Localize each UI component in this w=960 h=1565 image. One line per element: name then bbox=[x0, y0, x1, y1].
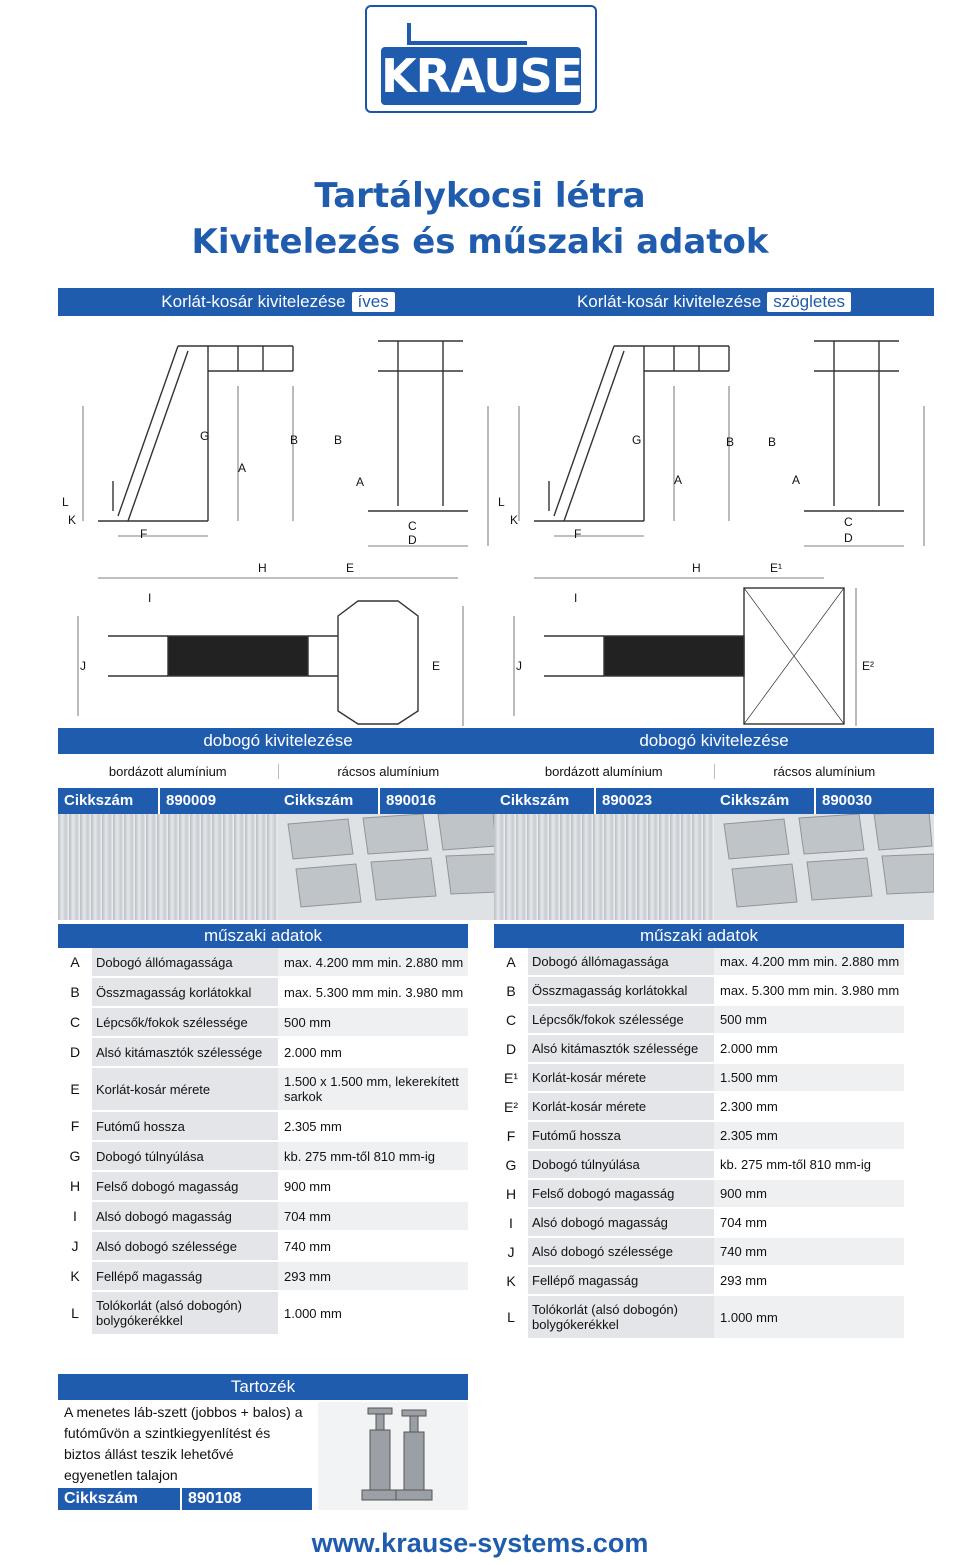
spec-key: H bbox=[69, 1178, 81, 1194]
code-label: Cikkszám bbox=[58, 788, 158, 814]
spec-value: 293 mm bbox=[714, 1267, 904, 1294]
dim-E-top: E² bbox=[862, 659, 874, 673]
dim-A2: A bbox=[356, 475, 365, 489]
code-label: Cikkszám bbox=[278, 788, 378, 814]
spec-row bbox=[494, 1093, 904, 1122]
dim-G: G bbox=[200, 429, 210, 443]
spec-value: 704 mm bbox=[278, 1202, 468, 1230]
material-grating: rácsos alumínium bbox=[337, 763, 440, 779]
spec-row bbox=[494, 1296, 904, 1340]
dim-L: L bbox=[498, 495, 505, 509]
spec-value: 2.305 mm bbox=[714, 1122, 904, 1149]
spec-value: 1.500 x 1.500 mm, lekerekített sarkok bbox=[278, 1068, 468, 1110]
spec-row bbox=[494, 1209, 904, 1238]
dim-B2: B bbox=[334, 433, 343, 447]
panel-header bbox=[58, 288, 498, 316]
spec-row bbox=[58, 1232, 468, 1262]
band-label: Korlát-kosár kivitelezése bbox=[161, 292, 346, 311]
spec-name: Korlát-kosár mérete bbox=[528, 1064, 714, 1091]
spec-name: Alsó kitámasztók szélessége bbox=[92, 1038, 278, 1066]
spec-row bbox=[494, 1238, 904, 1267]
accessory-description: A menetes láb-szett (jobbos + balos) a futóművön a szintkiegyenlítést és biztos állást teszik lehetővé egyenetlen talajon bbox=[64, 1404, 303, 1483]
code-label: Cikkszám bbox=[58, 1488, 180, 1510]
spec-value: 704 mm bbox=[714, 1209, 904, 1236]
spec-key: A bbox=[70, 954, 80, 970]
spec-value: max. 5.300 mm min. 3.980 mm bbox=[278, 978, 468, 1006]
accessory-code bbox=[58, 1488, 312, 1510]
article-codes bbox=[494, 788, 934, 814]
spec-name: Alsó dobogó szélessége bbox=[92, 1232, 278, 1260]
spec-value: kb. 275 mm-től 810 mm-ig bbox=[714, 1151, 904, 1178]
spec-value: 2.000 mm bbox=[714, 1035, 904, 1062]
material-grating: rácsos alumínium bbox=[773, 763, 876, 779]
spec-row bbox=[494, 977, 904, 1006]
grating-aluminium-photo bbox=[278, 814, 498, 920]
code-cell-ribbed bbox=[58, 788, 278, 814]
spec-key: K bbox=[506, 1272, 516, 1289]
spec-value: max. 4.200 mm min. 2.880 mm bbox=[714, 948, 904, 975]
page-title: Tartálykocsi létra bbox=[314, 176, 646, 216]
code-label: Cikkszám bbox=[494, 788, 594, 814]
specs-rows bbox=[494, 948, 904, 1340]
platform-title: dobogó kivitelezése bbox=[494, 728, 934, 754]
spec-value: kb. 275 mm-től 810 mm-ig bbox=[278, 1142, 468, 1170]
code-cell-grating bbox=[714, 788, 934, 814]
spec-key: K bbox=[70, 1268, 80, 1284]
krause-logo bbox=[365, 5, 597, 113]
ladder-diagram bbox=[494, 316, 934, 728]
spec-key: E² bbox=[504, 1098, 518, 1115]
logo-mark bbox=[407, 23, 527, 45]
spec-row bbox=[494, 1180, 904, 1209]
dim-E-side: E¹ bbox=[770, 561, 782, 575]
specs-rows bbox=[58, 948, 468, 1336]
dim-K: K bbox=[510, 513, 519, 527]
spec-key: J bbox=[507, 1243, 515, 1260]
technical-drawing bbox=[58, 316, 498, 728]
spec-row bbox=[494, 948, 904, 977]
spec-row bbox=[494, 1006, 904, 1035]
panel-round-cage bbox=[58, 288, 498, 920]
spec-name: Dobogó túlnyúlása bbox=[528, 1151, 714, 1178]
code-cell-grating bbox=[278, 788, 498, 814]
spec-value: 2.305 mm bbox=[278, 1112, 468, 1140]
spec-row bbox=[58, 1262, 468, 1292]
spec-value: 2.300 mm bbox=[714, 1093, 904, 1120]
spec-key: C bbox=[505, 1011, 517, 1028]
specs-title: műszaki adatok bbox=[494, 924, 904, 948]
technical-drawing bbox=[494, 316, 934, 728]
dim-C: C bbox=[408, 519, 417, 533]
dim-H: H bbox=[692, 561, 701, 575]
article-codes bbox=[58, 788, 498, 814]
dim-A1: A bbox=[674, 473, 683, 487]
spec-value: 1.500 mm bbox=[714, 1064, 904, 1091]
spec-key: G bbox=[69, 1148, 81, 1164]
spec-row bbox=[58, 1172, 468, 1202]
dim-E-side: E bbox=[346, 561, 355, 575]
spec-key: E¹ bbox=[504, 1069, 518, 1086]
dim-C: C bbox=[844, 515, 853, 529]
spec-key: H bbox=[505, 1185, 517, 1202]
spec-row bbox=[58, 1142, 468, 1172]
platform-title: dobogó kivitelezése bbox=[58, 728, 498, 754]
spec-row bbox=[494, 1035, 904, 1064]
spec-key: F bbox=[506, 1127, 516, 1144]
spec-key: I bbox=[509, 1214, 513, 1231]
website-url[interactable]: www.krause-systems.com bbox=[311, 1528, 649, 1558]
specs-table-left bbox=[58, 924, 468, 1336]
material-photos bbox=[58, 814, 498, 920]
dim-B1: B bbox=[726, 435, 735, 449]
spec-name: Korlát-kosár mérete bbox=[528, 1093, 714, 1120]
spec-key: L bbox=[507, 1309, 515, 1325]
code-value: 890030 bbox=[816, 788, 934, 814]
dim-D: D bbox=[408, 533, 417, 547]
code-label: Cikkszám bbox=[714, 788, 814, 814]
dim-B1: B bbox=[290, 433, 299, 447]
spec-name: Tolókorlát (alsó dobogón) bolygókerékkel bbox=[528, 1296, 714, 1338]
material-row bbox=[58, 754, 498, 788]
spec-name: Dobogó állómagassága bbox=[92, 948, 278, 976]
material-photos bbox=[494, 814, 934, 920]
ribbed-aluminium-photo bbox=[58, 814, 278, 920]
spec-name: Korlát-kosár mérete bbox=[92, 1068, 278, 1110]
spec-key: L bbox=[71, 1305, 79, 1321]
page-subtitle: Kivitelezés és műszaki adatok bbox=[191, 222, 769, 262]
spec-value: max. 4.200 mm min. 2.880 mm bbox=[278, 948, 468, 976]
spec-row bbox=[58, 1292, 468, 1336]
spec-name: Felső dobogó magasság bbox=[92, 1172, 278, 1200]
spec-row bbox=[494, 1151, 904, 1180]
dim-A2: A bbox=[792, 473, 801, 487]
spec-value: 293 mm bbox=[278, 1262, 468, 1290]
spec-name: Futómű hossza bbox=[92, 1112, 278, 1140]
ladder-diagram bbox=[58, 316, 498, 728]
spec-value: 1.000 mm bbox=[278, 1292, 468, 1334]
spec-key: B bbox=[70, 984, 80, 1000]
specs-title: műszaki adatok bbox=[58, 924, 468, 948]
spec-row bbox=[58, 1202, 468, 1232]
spec-row bbox=[58, 1112, 468, 1142]
spec-name: Fellépő magasság bbox=[528, 1267, 714, 1294]
spec-name: Összmagasság korlátokkal bbox=[92, 978, 278, 1006]
material-ribbed: bordázott alumínium bbox=[494, 764, 715, 779]
spec-key: D bbox=[505, 1040, 517, 1057]
spec-name: Alsó dobogó magasság bbox=[528, 1209, 714, 1236]
spec-row bbox=[58, 948, 468, 978]
spec-row bbox=[58, 1008, 468, 1038]
material-row bbox=[494, 754, 934, 788]
spec-value: 2.000 mm bbox=[278, 1038, 468, 1066]
dim-J: J bbox=[516, 659, 522, 673]
spec-key: F bbox=[70, 1118, 80, 1134]
dim-L: L bbox=[62, 495, 69, 509]
spec-name: Lépcsők/fokok szélessége bbox=[528, 1006, 714, 1033]
dim-E-top: E bbox=[432, 659, 441, 673]
code-value: 890016 bbox=[380, 788, 498, 814]
code-value: 890023 bbox=[596, 788, 714, 814]
dim-A1: A bbox=[238, 461, 247, 475]
spec-name: Felső dobogó magasság bbox=[528, 1180, 714, 1207]
spec-name: Dobogó túlnyúlása bbox=[92, 1142, 278, 1170]
dim-G: G bbox=[632, 433, 642, 447]
spec-value: 740 mm bbox=[714, 1238, 904, 1265]
code-value: 890108 bbox=[182, 1488, 312, 1510]
dim-D: D bbox=[844, 531, 853, 545]
spec-value: 900 mm bbox=[714, 1180, 904, 1207]
band-tag: íves bbox=[352, 292, 395, 312]
material-ribbed: bordázott alumínium bbox=[58, 764, 279, 779]
spec-name: Tolókorlát (alsó dobogón) bolygókerékkel bbox=[92, 1292, 278, 1334]
spec-key: C bbox=[69, 1014, 81, 1030]
spec-value: 900 mm bbox=[278, 1172, 468, 1200]
spec-key: G bbox=[505, 1156, 517, 1173]
panel-square-cage bbox=[494, 288, 934, 920]
spec-key: A bbox=[506, 953, 516, 970]
spec-value: 1.000 mm bbox=[714, 1296, 904, 1338]
logo-text: KRAUSE bbox=[381, 49, 583, 103]
spec-name: Fellépő magasság bbox=[92, 1262, 278, 1290]
spec-name: Lépcsők/fokok szélessége bbox=[92, 1008, 278, 1036]
dim-K: K bbox=[68, 513, 77, 527]
band-tag: szögletes bbox=[767, 292, 851, 312]
spec-name: Alsó dobogó magasság bbox=[92, 1202, 278, 1230]
grating-aluminium-photo bbox=[714, 814, 934, 920]
specs-table-right bbox=[494, 924, 904, 1340]
spec-key: I bbox=[73, 1208, 77, 1224]
dim-F: F bbox=[140, 527, 148, 541]
spec-row bbox=[494, 1064, 904, 1093]
spec-key: J bbox=[71, 1238, 79, 1254]
spec-row bbox=[58, 1038, 468, 1068]
dim-B2: B bbox=[768, 435, 777, 449]
code-value: 890009 bbox=[160, 788, 278, 814]
screw-jack-photo bbox=[318, 1402, 468, 1510]
spec-row bbox=[58, 1068, 468, 1112]
spec-value: 500 mm bbox=[714, 1006, 904, 1033]
dim-J: J bbox=[80, 659, 86, 673]
spec-name: Alsó dobogó szélessége bbox=[528, 1238, 714, 1265]
spec-key: B bbox=[506, 982, 516, 999]
dim-F: F bbox=[574, 527, 582, 541]
accessory-title: Tartozék bbox=[58, 1374, 468, 1400]
dim-H: H bbox=[258, 561, 267, 575]
ribbed-aluminium-photo bbox=[494, 814, 714, 920]
spec-row bbox=[58, 978, 468, 1008]
spec-row bbox=[494, 1267, 904, 1296]
spec-value: 740 mm bbox=[278, 1232, 468, 1260]
band-label: Korlát-kosár kivitelezése bbox=[576, 292, 762, 311]
code-cell-ribbed bbox=[494, 788, 714, 814]
spec-key: D bbox=[69, 1044, 81, 1060]
dim-I: I bbox=[574, 591, 578, 605]
panel-header bbox=[494, 288, 934, 316]
accessory-box bbox=[58, 1374, 468, 1510]
spec-value: 500 mm bbox=[278, 1008, 468, 1036]
spec-row bbox=[494, 1122, 904, 1151]
spec-name: Dobogó állómagassága bbox=[528, 948, 714, 975]
spec-name: Alsó kitámasztók szélessége bbox=[528, 1035, 714, 1062]
spec-name: Futómű hossza bbox=[528, 1122, 714, 1149]
spec-value: max. 5.300 mm min. 3.980 mm bbox=[714, 977, 904, 1004]
spec-key: E bbox=[70, 1081, 80, 1097]
spec-name: Összmagasság korlátokkal bbox=[528, 977, 714, 1004]
dim-I: I bbox=[148, 591, 152, 605]
